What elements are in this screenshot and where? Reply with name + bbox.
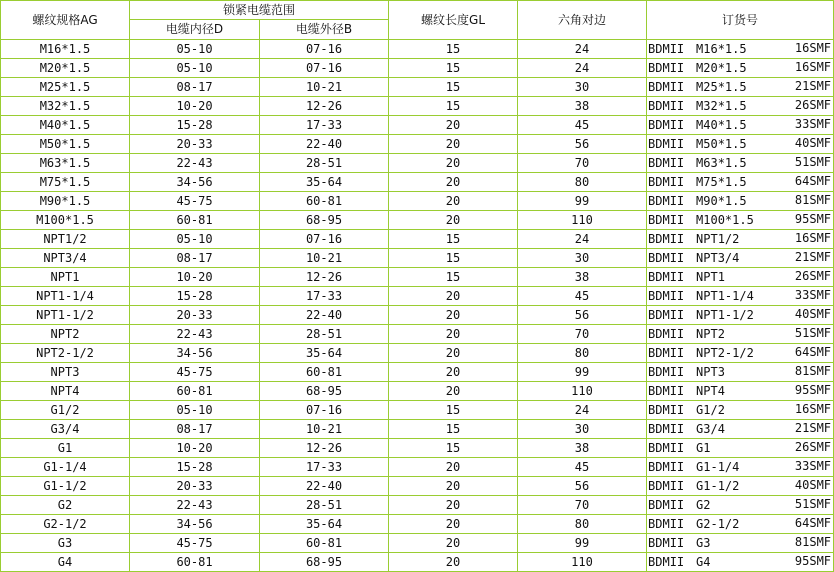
order-number-cell (647, 325, 834, 344)
thread-spec-cell: NPT1 (1, 268, 130, 287)
thread-length-cell: 20 (389, 325, 518, 344)
hex-flats-cell: 80 (518, 515, 647, 534)
cable-inner-cell: 08-17 (130, 420, 260, 439)
cable-inner-cell: 15-28 (130, 287, 260, 306)
order-spec: G1 (696, 440, 711, 455)
order-suffix: 21SMF (794, 421, 832, 435)
thread-spec-cell: G3/4 (1, 420, 130, 439)
order-suffix: 16SMF (794, 402, 832, 416)
order-suffix: 26SMF (794, 440, 832, 454)
thread-length-cell: 20 (389, 287, 518, 306)
cable-inner-cell: 34-56 (130, 173, 260, 192)
order-spec: G4 (696, 554, 711, 569)
cable-outer-cell: 28-51 (260, 154, 389, 173)
order-suffix: 51SMF (794, 326, 832, 340)
cable-outer-cell: 28-51 (260, 325, 389, 344)
cable-outer-cell: 07-16 (260, 40, 389, 59)
cable-outer-cell: 22-40 (260, 306, 389, 325)
thread-length-cell: 20 (389, 458, 518, 477)
order-spec: NPT4 (696, 383, 725, 398)
thread-spec-cell: NPT1-1/2 (1, 306, 130, 325)
hex-flats-cell: 24 (518, 40, 647, 59)
header-cable-outer: 电缆外径B (260, 20, 389, 40)
cable-outer-cell: 28-51 (260, 496, 389, 515)
cable-inner-cell: 10-20 (130, 439, 260, 458)
header-order-no: 订货号 (647, 1, 834, 40)
order-code-prefix: BDMII (648, 193, 685, 208)
order-spec: M40*1.5 (696, 117, 747, 132)
table-row (1, 154, 834, 173)
table-row (1, 287, 834, 306)
order-number-cell (647, 40, 834, 59)
order-suffix: 33SMF (794, 288, 832, 302)
thread-spec-cell: M50*1.5 (1, 135, 130, 154)
order-code-prefix: BDMII (648, 288, 685, 303)
cable-inner-cell: 10-20 (130, 268, 260, 287)
thread-spec-cell: G4 (1, 553, 130, 572)
order-spec: NPT1-1/2 (696, 307, 754, 322)
hex-flats-cell: 110 (518, 382, 647, 401)
order-suffix: 40SMF (794, 307, 832, 321)
hex-flats-cell: 80 (518, 344, 647, 363)
order-spec: NPT2 (696, 326, 725, 341)
thread-spec-cell: M20*1.5 (1, 59, 130, 78)
order-code-prefix: BDMII (648, 516, 685, 531)
thread-length-cell: 15 (389, 78, 518, 97)
cable-outer-cell: 17-33 (260, 287, 389, 306)
thread-length-cell: 20 (389, 173, 518, 192)
thread-length-cell: 15 (389, 40, 518, 59)
thread-spec-cell: G2-1/2 (1, 515, 130, 534)
thread-length-cell: 20 (389, 116, 518, 135)
order-code-prefix: BDMII (648, 326, 685, 341)
thread-length-cell: 20 (389, 382, 518, 401)
cable-inner-cell: 22-43 (130, 154, 260, 173)
table-row (1, 135, 834, 154)
thread-spec-cell: M16*1.5 (1, 40, 130, 59)
thread-length-cell: 20 (389, 553, 518, 572)
cable-inner-cell: 60-81 (130, 382, 260, 401)
table-row (1, 268, 834, 287)
order-number-cell (647, 154, 834, 173)
cable-outer-cell: 10-21 (260, 249, 389, 268)
cable-inner-cell: 08-17 (130, 249, 260, 268)
hex-flats-cell: 56 (518, 306, 647, 325)
table-row (1, 382, 834, 401)
order-code-prefix: BDMII (648, 345, 685, 360)
order-spec: G3 (696, 535, 711, 550)
order-number-cell (647, 420, 834, 439)
cable-outer-cell: 35-64 (260, 344, 389, 363)
cable-inner-cell: 08-17 (130, 78, 260, 97)
hex-flats-cell: 24 (518, 401, 647, 420)
cable-outer-cell: 60-81 (260, 363, 389, 382)
order-suffix: 51SMF (794, 155, 832, 169)
header-cable-inner: 电缆内径D (130, 20, 260, 40)
order-suffix: 16SMF (794, 231, 832, 245)
thread-spec-cell: G3 (1, 534, 130, 553)
hex-flats-cell: 24 (518, 230, 647, 249)
order-suffix: 81SMF (794, 193, 832, 207)
cable-inner-cell: 22-43 (130, 325, 260, 344)
cable-inner-cell: 05-10 (130, 59, 260, 78)
table-row (1, 477, 834, 496)
order-suffix: 64SMF (794, 345, 832, 359)
thread-spec-cell: NPT1/2 (1, 230, 130, 249)
cable-outer-cell: 22-40 (260, 135, 389, 154)
table-row (1, 173, 834, 192)
order-spec: G2 (696, 497, 711, 512)
order-spec: NPT3 (696, 364, 725, 379)
cable-inner-cell: 05-10 (130, 230, 260, 249)
order-spec: M32*1.5 (696, 98, 747, 113)
thread-length-cell: 20 (389, 211, 518, 230)
order-suffix: 51SMF (794, 497, 832, 511)
cable-inner-cell: 05-10 (130, 401, 260, 420)
order-spec: M63*1.5 (696, 155, 747, 170)
order-spec: M100*1.5 (696, 212, 754, 227)
cable-inner-cell: 60-81 (130, 211, 260, 230)
order-code-prefix: BDMII (648, 117, 685, 132)
cable-outer-cell: 10-21 (260, 78, 389, 97)
order-code-prefix: BDMII (648, 421, 685, 436)
order-spec: M25*1.5 (696, 79, 747, 94)
order-number-cell (647, 458, 834, 477)
order-code-prefix: BDMII (648, 41, 685, 56)
hex-flats-cell: 24 (518, 59, 647, 78)
table-body (1, 40, 834, 572)
header-thread-length: 螺纹长度GL (389, 1, 518, 40)
order-spec: M75*1.5 (696, 174, 747, 189)
order-suffix: 95SMF (794, 212, 832, 226)
hex-flats-cell: 110 (518, 553, 647, 572)
table-row (1, 553, 834, 572)
hex-flats-cell: 30 (518, 249, 647, 268)
thread-length-cell: 20 (389, 477, 518, 496)
order-number-cell (647, 116, 834, 135)
thread-spec-cell: G1-1/2 (1, 477, 130, 496)
order-number-cell (647, 363, 834, 382)
order-code-prefix: BDMII (648, 383, 685, 398)
order-code-prefix: BDMII (648, 307, 685, 322)
cable-outer-cell: 17-33 (260, 116, 389, 135)
thread-length-cell: 20 (389, 534, 518, 553)
cable-outer-cell: 12-26 (260, 97, 389, 116)
thread-spec-cell: M90*1.5 (1, 192, 130, 211)
order-suffix: 40SMF (794, 478, 832, 492)
table-row (1, 211, 834, 230)
hex-flats-cell: 56 (518, 135, 647, 154)
order-code-prefix: BDMII (648, 497, 685, 512)
order-code-prefix: BDMII (648, 478, 685, 493)
table-row (1, 230, 834, 249)
cable-inner-cell: 20-33 (130, 477, 260, 496)
hex-flats-cell: 70 (518, 154, 647, 173)
order-code-prefix: BDMII (648, 136, 685, 151)
order-number-cell (647, 401, 834, 420)
table-row (1, 344, 834, 363)
thread-length-cell: 15 (389, 97, 518, 116)
hex-flats-cell: 56 (518, 477, 647, 496)
thread-spec-cell: G1-1/4 (1, 458, 130, 477)
thread-length-cell: 15 (389, 268, 518, 287)
order-spec: M90*1.5 (696, 193, 747, 208)
order-spec: G1/2 (696, 402, 725, 417)
thread-length-cell: 20 (389, 515, 518, 534)
order-number-cell (647, 230, 834, 249)
order-code-prefix: BDMII (648, 554, 685, 569)
table-row (1, 325, 834, 344)
thread-length-cell: 15 (389, 230, 518, 249)
table-row (1, 439, 834, 458)
order-spec: NPT3/4 (696, 250, 740, 265)
order-suffix: 95SMF (794, 554, 832, 568)
cable-inner-cell: 22-43 (130, 496, 260, 515)
thread-spec-cell: M75*1.5 (1, 173, 130, 192)
order-code-prefix: BDMII (648, 364, 685, 379)
cable-outer-cell: 12-26 (260, 439, 389, 458)
table-row (1, 40, 834, 59)
hex-flats-cell: 99 (518, 363, 647, 382)
order-suffix: 26SMF (794, 98, 832, 112)
order-number-cell (647, 211, 834, 230)
thread-length-cell: 20 (389, 363, 518, 382)
order-number-cell (647, 306, 834, 325)
cable-outer-cell: 68-95 (260, 553, 389, 572)
table-row (1, 59, 834, 78)
cable-outer-cell: 60-81 (260, 534, 389, 553)
order-spec: G2-1/2 (696, 516, 740, 531)
order-spec: NPT1-1/4 (696, 288, 754, 303)
header-clamp-range: 锁紧电缆范围 (130, 1, 389, 20)
hex-flats-cell: 38 (518, 439, 647, 458)
thread-spec-cell: G2 (1, 496, 130, 515)
hex-flats-cell: 99 (518, 192, 647, 211)
hex-flats-cell: 45 (518, 287, 647, 306)
order-number-cell (647, 59, 834, 78)
order-suffix: 21SMF (794, 250, 832, 264)
thread-spec-cell: G1/2 (1, 401, 130, 420)
order-suffix: 33SMF (794, 117, 832, 131)
cable-inner-cell: 60-81 (130, 553, 260, 572)
table-row (1, 496, 834, 515)
cable-inner-cell: 20-33 (130, 306, 260, 325)
thread-spec-cell: NPT3 (1, 363, 130, 382)
thread-spec-cell: NPT3/4 (1, 249, 130, 268)
cable-outer-cell: 68-95 (260, 382, 389, 401)
hex-flats-cell: 70 (518, 496, 647, 515)
table-row (1, 249, 834, 268)
order-spec: NPT2-1/2 (696, 345, 754, 360)
cable-inner-cell: 34-56 (130, 515, 260, 534)
order-spec: NPT1 (696, 269, 725, 284)
order-suffix: 33SMF (794, 459, 832, 473)
order-code-prefix: BDMII (648, 440, 685, 455)
thread-spec-cell: NPT4 (1, 382, 130, 401)
order-number-cell (647, 78, 834, 97)
order-code-prefix: BDMII (648, 212, 685, 227)
order-suffix: 81SMF (794, 364, 832, 378)
order-spec: M20*1.5 (696, 60, 747, 75)
order-number-cell (647, 344, 834, 363)
order-suffix: 95SMF (794, 383, 832, 397)
order-number-cell (647, 477, 834, 496)
thread-length-cell: 20 (389, 496, 518, 515)
thread-spec-cell: M100*1.5 (1, 211, 130, 230)
cable-outer-cell: 17-33 (260, 458, 389, 477)
thread-spec-cell: M40*1.5 (1, 116, 130, 135)
cable-outer-cell: 07-16 (260, 59, 389, 78)
cable-outer-cell: 07-16 (260, 230, 389, 249)
cable-outer-cell: 10-21 (260, 420, 389, 439)
order-number-cell (647, 135, 834, 154)
table-row (1, 116, 834, 135)
order-number-cell (647, 287, 834, 306)
hex-flats-cell: 70 (518, 325, 647, 344)
table-row (1, 515, 834, 534)
cable-outer-cell: 22-40 (260, 477, 389, 496)
thread-length-cell: 20 (389, 344, 518, 363)
order-code-prefix: BDMII (648, 155, 685, 170)
table-row (1, 458, 834, 477)
thread-length-cell: 20 (389, 192, 518, 211)
hex-flats-cell: 80 (518, 173, 647, 192)
order-suffix: 26SMF (794, 269, 832, 283)
table-row (1, 78, 834, 97)
order-spec: M16*1.5 (696, 41, 747, 56)
thread-length-cell: 15 (389, 401, 518, 420)
order-code-prefix: BDMII (648, 535, 685, 550)
order-code-prefix: BDMII (648, 269, 685, 284)
cable-inner-cell: 15-28 (130, 116, 260, 135)
order-code-prefix: BDMII (648, 79, 685, 94)
cable-inner-cell: 05-10 (130, 40, 260, 59)
order-number-cell (647, 97, 834, 116)
hex-flats-cell: 30 (518, 78, 647, 97)
hex-flats-cell: 110 (518, 211, 647, 230)
order-code-prefix: BDMII (648, 459, 685, 474)
thread-length-cell: 15 (389, 420, 518, 439)
order-number-cell (647, 496, 834, 515)
order-suffix: 64SMF (794, 174, 832, 188)
hex-flats-cell: 38 (518, 268, 647, 287)
order-suffix: 16SMF (794, 60, 832, 74)
order-suffix: 81SMF (794, 535, 832, 549)
order-code-prefix: BDMII (648, 98, 685, 113)
order-number-cell (647, 439, 834, 458)
order-number-cell (647, 534, 834, 553)
table-row (1, 97, 834, 116)
table-header (1, 1, 834, 40)
cable-outer-cell: 60-81 (260, 192, 389, 211)
order-number-cell (647, 173, 834, 192)
cable-inner-cell: 45-75 (130, 363, 260, 382)
cable-outer-cell: 12-26 (260, 268, 389, 287)
cable-inner-cell: 45-75 (130, 192, 260, 211)
order-code-prefix: BDMII (648, 250, 685, 265)
cable-outer-cell: 35-64 (260, 515, 389, 534)
order-code-prefix: BDMII (648, 60, 685, 75)
order-number-cell (647, 268, 834, 287)
order-number-cell (647, 249, 834, 268)
thread-spec-cell: G1 (1, 439, 130, 458)
order-number-cell (647, 382, 834, 401)
cable-outer-cell: 07-16 (260, 401, 389, 420)
header-hex-flats: 六角对边 (518, 1, 647, 40)
table-row (1, 363, 834, 382)
table-row (1, 306, 834, 325)
thread-length-cell: 20 (389, 135, 518, 154)
cable-inner-cell: 10-20 (130, 97, 260, 116)
order-code-prefix: BDMII (648, 402, 685, 417)
thread-length-cell: 20 (389, 154, 518, 173)
table-row (1, 401, 834, 420)
order-spec: G1-1/2 (696, 478, 740, 493)
thread-spec-cell: M63*1.5 (1, 154, 130, 173)
hex-flats-cell: 99 (518, 534, 647, 553)
thread-length-cell: 15 (389, 249, 518, 268)
cable-outer-cell: 35-64 (260, 173, 389, 192)
cable-inner-cell: 15-28 (130, 458, 260, 477)
hex-flats-cell: 30 (518, 420, 647, 439)
cable-inner-cell: 20-33 (130, 135, 260, 154)
order-spec: M50*1.5 (696, 136, 747, 151)
hex-flats-cell: 45 (518, 116, 647, 135)
order-number-cell (647, 553, 834, 572)
thread-spec-cell: M25*1.5 (1, 78, 130, 97)
cable-inner-cell: 45-75 (130, 534, 260, 553)
order-suffix: 21SMF (794, 79, 832, 93)
thread-length-cell: 15 (389, 439, 518, 458)
order-suffix: 64SMF (794, 516, 832, 530)
order-code-prefix: BDMII (648, 231, 685, 246)
order-spec: NPT1/2 (696, 231, 740, 246)
hex-flats-cell: 45 (518, 458, 647, 477)
hex-flats-cell: 38 (518, 97, 647, 116)
order-spec: G1-1/4 (696, 459, 740, 474)
thread-length-cell: 15 (389, 59, 518, 78)
thread-spec-cell: NPT1-1/4 (1, 287, 130, 306)
header-thread-spec: 螺纹规格AG (1, 1, 130, 40)
table-row (1, 420, 834, 439)
order-number-cell (647, 192, 834, 211)
order-spec: G3/4 (696, 421, 725, 436)
cable-outer-cell: 68-95 (260, 211, 389, 230)
table-row (1, 192, 834, 211)
thread-spec-cell: NPT2-1/2 (1, 344, 130, 363)
thread-spec-cell: NPT2 (1, 325, 130, 344)
order-suffix: 40SMF (794, 136, 832, 150)
cable-inner-cell: 34-56 (130, 344, 260, 363)
order-code-prefix: BDMII (648, 174, 685, 189)
order-suffix: 16SMF (794, 41, 832, 55)
table-row (1, 534, 834, 553)
thread-spec-cell: M32*1.5 (1, 97, 130, 116)
order-number-cell (647, 515, 834, 534)
thread-length-cell: 20 (389, 306, 518, 325)
